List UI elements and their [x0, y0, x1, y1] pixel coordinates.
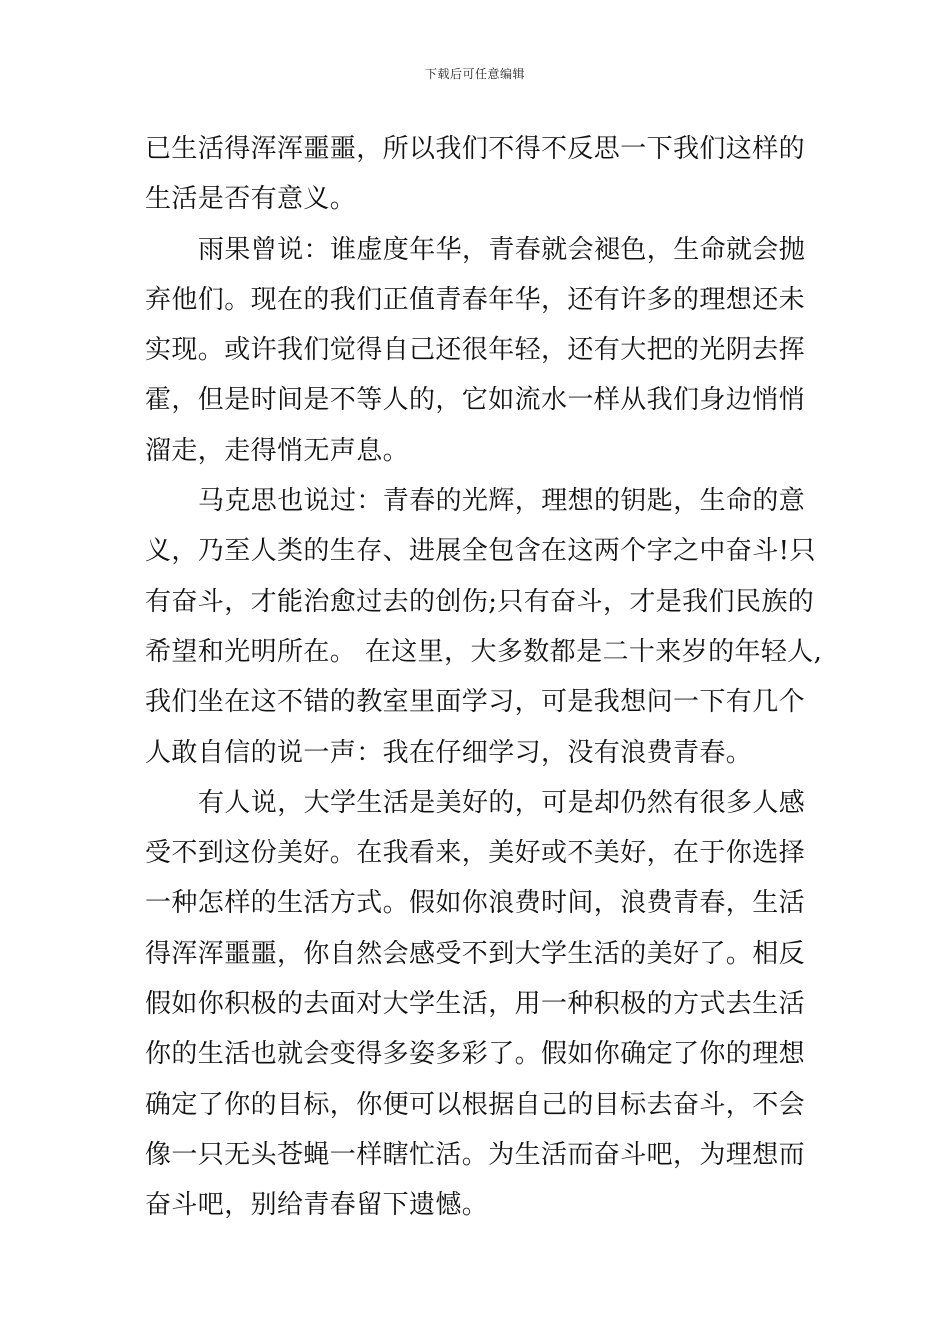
text-line: 一种怎样的生活方式。假如你浪费时间，浪费青春，生活 [145, 888, 806, 919]
text-line: 溜走，走得悄无声息。 [145, 435, 410, 466]
body-text [145, 124, 823, 1231]
page-header: 下载后可任意编辑 [424, 67, 525, 81]
text-line: 受不到这份美好。在我看来，美好或不美好，在于你选择 [145, 838, 806, 869]
text-line: 你的生活也就会变得多姿多彩了。假如你确定了你的理想 [145, 1039, 806, 1070]
text-line: 希望和光明所在。 在这里，大多数都是二十来岁的年轻人, [145, 636, 823, 667]
text-line: 弃他们。现在的我们正值青春年华，还有许多的理想还未 [145, 284, 806, 315]
text-line: 人敢自信的说一声：我在仔细学习，没有浪费青春。 [145, 737, 753, 768]
paragraph-start-line: 雨果曾说：谁虚度年华，青春就会褪色，生命就会抛 [198, 234, 806, 265]
text-line: 有奋斗，才能治愈过去的创伤;只有奋斗，才是我们民族的 [145, 586, 815, 617]
paragraph-start-line: 马克思也说过：青春的光辉，理想的钥匙，生命的意 [198, 486, 806, 517]
text-line: 实现。或许我们觉得自己还很年轻，还有大把的光阴去挥 [145, 335, 806, 366]
text-line: 得浑浑噩噩，你自然会感受不到大学生活的美好了。相反 [145, 938, 806, 969]
text-line: 已生活得浑浑噩噩，所以我们不得不反思一下我们这样的 [145, 134, 806, 164]
text-line: 像一只无头苍蝇一样瞎忙活。为生活而奋斗吧，为理想而 [145, 1139, 806, 1170]
text-line: 确定了你的目标，你便可以根据自己的目标去奋斗，不会 [145, 1089, 806, 1120]
text-line: 生活是否有意义。 [145, 184, 357, 215]
text-line: 假如你积极的去面对大学生活，用一种积极的方式去生活 [145, 989, 806, 1020]
text-line: 奋斗吧，别给青春留下遗憾。 [145, 1190, 489, 1221]
text-line: 我们坐在这不错的教室里面学习，可是我想问一下有几个 [145, 687, 806, 718]
text-line: 义，乃至人类的生存、进展全包含在这两个字之中奋斗!只 [145, 536, 816, 567]
text-line: 霍，但是时间是不等人的，它如流水一样从我们身边悄悄 [145, 385, 806, 416]
paragraph-start-line: 有人说，大学生活是美好的，可是却仍然有很多人感 [198, 787, 806, 818]
